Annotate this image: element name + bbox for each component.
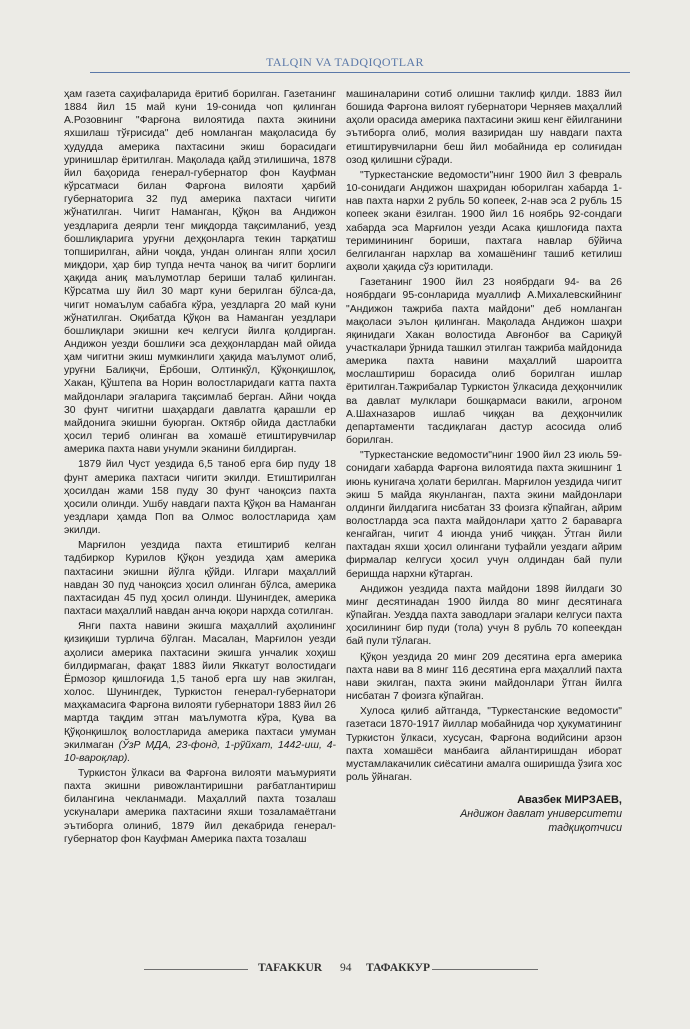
- footer-rule-right: [432, 969, 538, 970]
- footer-rule-left: [144, 969, 248, 970]
- footer-journal-cyrillic: ТАФАККУР: [366, 962, 431, 974]
- paragraph: машиналарини сотиб олишни таклиф қилди. 1883 йил бошида Фарғона вилоят губернатори Черняев маҳаллий аҳоли орасида америка пахтасини экиш кенг ёйилганини эътиборга олиб, молия вазиридан шу навдаги пахта етиштирувчиларни беш йил мобайнида ер солиғидан озод қилишни сўради.: [346, 89, 623, 166]
- paragraph: ҳам газета саҳифаларида ёритиб борилган. Газетанинг 1884 йил 15 май куни 19-сонида чоп қилинган А.Розовнинг "Фарғона вилоятида пахта экинини яхшилаш тўғрисида" деб номланган мақоласида бу ҳудудда америка пахтасини экиш борасидаги уринишлар ёритилган. Мақолада қайд этилишича, 1878 йил баҳорида генерал-губернатор фон Кауфман кўрсатмаси билан Фарғона вилояти ҳарбий губернаторига 32 пуд америка пахтаси чигити жўнатилган. Чигит Наманган, Қўқон ва Андижон уездларига деярли тенг миқдорда тақсимланиб, уезд бошлиқларига уруғни деҳқонларга текин тарқатиш топширилган, айни чоқда, ундан олинган ялпи ҳосил миқдори, ҳар бир тупда нечта чаноқ ва чигит борлиги ҳақида аниқ маълумотлар бериши талаб қилинган. Кўрсатма шу йил 30 март куни берилган бўлса-да, чигит номаълум сабабга кўра, уездларга 20 май куни жўнатилган. Оқибатда Қўқон ва Наманган уездлари бошлиқлари экишни кеч келгуси йилга қолдирган. Андижон уезди бошлиғи эса деҳқонлардан май ойида ҳам чигитни экиш мумкинлиги ҳақида маълумот олиб, уруғни Балиқчи, Ёрбоши, Олтинкўл, Қўқонқишлоқ, Хакан, Қўштепа ва Норин волостларидаги катта пахта майдонлари эгаларига тақсимлаб берган. Айни чоқда 30 фунт чигитни шаҳардаги давлатга қарашли ер майдонига экишни буюрган. Октябр ойида дастлабки ҳосил териб олинган ва хомашё етиштирувчилар америка пахта нави унумли эканини билдирган.: [64, 89, 336, 456]
- paragraph: "Туркестанские ведомости"нинг 1900 йил 23 июль 59-сонидаги хабарда Фарғона вилоятида пахта экишнинг 1 июнь кунигача ҳолати берилган. Марғилон уездида чигит экиш 5 майда якунланган, пахта экини майдонлари олдинги йилдагига нисбатан 33 фоизга кўпайган, айрим волостларда эса пахта майдонлари ҳатто 2 бараварга кенгайган, чигит 4 июнда униб чиққан. Ўтган йили пахтадан яхши ҳосил олингани туфайли уездаги айрим фирмалар келгуси ҳосил учун олдиндан бай пули беришда нархни кўтарган.: [346, 450, 622, 580]
- header-divider: [90, 72, 630, 73]
- paragraph: Қўқон уездида 20 минг 209 десятина ерга америка пахта нави ва 8 минг 116 десятина ерга маҳаллий пахта нави экилган, пахта экини майдонлари ўтган йилга нисбатан 7 фоизга кўпайган.: [346, 651, 622, 703]
- paragraph: Газетанинг 1900 йил 23 ноябрдаги 94- ва 26 ноябрдаги 95-сонларида муаллиф А.Михалевскийнинг "Андижон тажриба пахта майдони" деб номланган мақоласи эълон қилинган. Мақолада Андижон шаҳри яқинидаги Хакан волостида Авғонбоғ ва Сариқуй участкалари ўрнида ташкил этилган тажриба майдонида америка пахта навини маҳаллий шароитга мослаштириш борасида олиб борилган ишлар ёритилган.Тажрибалар Туркистон ўлкасида деҳқончилик ва давлат мулклари бошқармаси вакили, агроном А.Шахназаров ишлаб чиққан ва деҳқончилик департаменти тасдиқлаган дастур асосида олиб борилган.: [346, 277, 622, 447]
- section-header: TALQIN VA TADQIQOTLAR: [266, 55, 424, 69]
- author-signature: [346, 794, 622, 835]
- page-number: 94: [340, 962, 352, 974]
- author-position: тадқиқотчиси: [548, 822, 622, 835]
- author-name: Авазбек МИРЗАЕВ,: [517, 794, 622, 807]
- author-affiliation: Андижон давлат университети: [460, 808, 622, 821]
- paragraph: Андижон уездида пахта майдони 1898 йилдаги 30 минг десятинадан 1900 йилда 80 минг десятинага кўпайган. Уездда пахта заводлари эгалари келгуси пахта ҳосилининг бир пуди (тола) учун 8 рубль 70 копеекдан бай пули тўлаган.: [346, 583, 622, 648]
- left-column: [64, 88, 336, 846]
- paragraph: Туркистон ўлкаси ва Фарғона вилояти маъмурияти пахта экишни ривожлантиришни рағбатлантириш билангина чекланмади. Маҳаллий пахта тозалаш ускуналари америка пахтасини яхши тозаламаётгани эътиборга олиниб, 1879 йил декабрида генерал-губернатор фон Кауфман Америка пахта тозалаш: [64, 767, 336, 845]
- paragraph: "Туркестанские ведомости"нинг 1900 йил 3 февраль 10-сонидаги Андижон шаҳридан юборилган хабарда 1-нав пахта нархи 2 рубль 50 копеек, 2-нав эса 2 рубль 15 копеек экани ёзилган. 1900 йил 16 ноябрь 92-сондаги хабарда эса Марғилон уезди Асака қишлоғида пахта териминининг бориши, пахтага навлар бўйича белгиланган нархлар ва хомашёнинг ташиб кетилиш аҳволи ҳақида сўз юритилади.: [346, 169, 622, 274]
- right-column: [346, 88, 622, 835]
- archive-citation: (ЎзР МДА, 23-фонд, 1-рўйхат, 1442-иш, 4-10-вароқлар).: [64, 739, 336, 764]
- paragraph: [64, 620, 336, 765]
- paragraph: Хулоса қилиб айтганда, "Туркестанские ведомости" газетаси 1870-1917 йиллар мобайнида чор ҳукуматининг Туркистон ўлкаси, хусусан, Фарғона водийсини арзон пахта хомашёси манбаига айлантиришдан иборат мустамлакачилик сиёсатини амалга оширишда ўзига хос роль ўйнаган.: [346, 706, 622, 783]
- paragraph: Марғилон уездида пахта етиштириб келган тадбиркор Курилов Қўқон уездида ҳам америка пахтасини экишни йўлга қўйди. Илгари маҳаллий навдан 30 пуд чаноқсиз ҳосил олинган бўлса, америка пахтасидан 45 пуд ҳосил олинди. Шунингдек, америка пахтаси маҳаллий навдан анча юқори нархда сотилган.: [64, 540, 336, 618]
- paragraph-text: Янги пахта навини экишга маҳаллий аҳолининг қизиқиши турлича бўлган. Масалан, Марғилон уезди аҳолиси америка пахтасини экишга унчалик хоҳиш билдирмаган, фақат 1883 йили Яккатут волостидаги Ёрмозор қишлоғида 1,5 таноб ерга шу нав экилган, холос. Шунингдек, Туркистон генерал-губернатори маҳкамасига Фарғона вилояти губернатори 1883 йил 26 мартда тақдим этган маълумотга кўра, Қува ва Қўқонқишлоқ волостларида америка пахтаси умуман экилмаган: [64, 621, 336, 751]
- footer-journal-latin: TAFAKKUR: [258, 962, 323, 974]
- paragraph: 1879 йил Чуст уездида 6,5 таноб ерга бир пуду 18 фунт америка пахтаси чигити экилди. Етиштирилган ҳосилдан жами 158 пуду 30 фунт чаноқсиз пахта ҳосили олинди. Ушбу навдаги пахта Қўқон ва Наманган уездлари ҳамда Поп ва Олмос волостларида ҳам экилди.: [64, 459, 336, 537]
